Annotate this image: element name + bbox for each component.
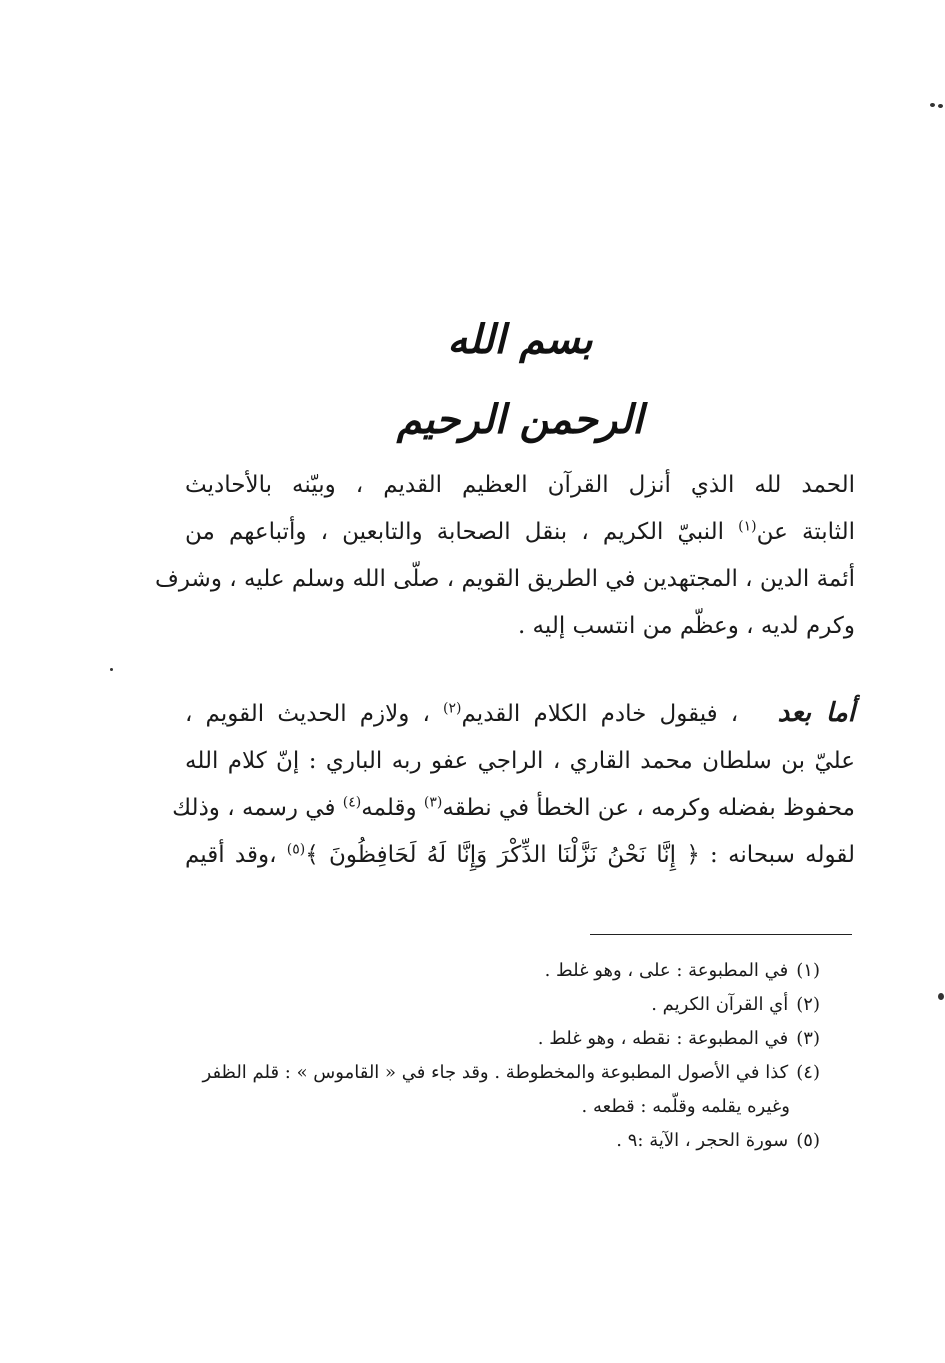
footnotes-list [185,954,820,1158]
text-fragment: وقلمه [361,795,417,821]
footnote-number: (٤) [796,1062,820,1083]
footnote-item [185,954,820,988]
scan-speck [110,668,113,671]
text-line [185,509,855,556]
footnote-text: كذا في الأصول المطبوعة والمخطوطة . وقد جاء في « القاموس » : قلم الظفر [202,1062,789,1083]
text-line: وكرم لديه ، وعظّم من انتسب إليه . [517,613,855,639]
footnote-ref[interactable]: (٢) [443,700,462,717]
text-line [172,785,855,832]
quran-verse: لقوله سبحانه : ﴿ إِنَّا نَحْنُ نَزَّلْنَا الذِّكْرَ وَإِنَّا لَهُ لَحَافِظُونَ ﴾ [305,842,856,868]
paragraph-main [172,690,856,879]
text-line [185,690,855,738]
scan-speck [930,103,935,107]
footnote-text: في المطبوعة : نقطه ، وهو غلط . [537,1028,789,1049]
footnote-continuation: وغيره يقلمه وقلّمه : قطعه . [581,1096,790,1117]
footnote-number: (٣) [796,1028,820,1049]
footnote-text: في المطبوعة : على ، وهو غلط . [544,960,789,981]
text-fragment: النبيّ الكريم ، بنقل الصحابة والتابعين ، وأتباعهم من [185,519,724,545]
text-fragment: ،وقد أقيم [185,842,277,868]
text-line: أئمة الدين ، المجتهدين في الطريق القويم ، صلّى الله وسلم عليه ، وشرف [155,566,855,592]
text-fragment: الثابتة عن [756,519,856,545]
text-line: عليّ بن سلطان محمد القاري ، الراجي عفو ربه الباري : إنّ كلام الله [185,748,855,774]
footnote-item [185,1124,820,1158]
footnote-ref[interactable]: (١) [738,518,757,535]
scan-speck [938,104,943,108]
text-fragment: محفوظ بفضله وكرمه ، عن الخطأ في نطقه [442,795,855,821]
footnote-text: سورة الحجر ، الآية :٩ . [616,1130,789,1151]
text-line [185,832,855,879]
text-fragment: في رسمه ، وذلك [172,795,336,821]
scan-speck [938,993,944,1000]
footnote-text: أي القرآن الكريم . [651,994,789,1015]
footnote-number: (٥) [796,1130,820,1151]
opening-phrase: أما بعد [777,698,855,728]
text-fragment: ، فيقول خادم الكلام القديم [461,701,739,727]
text-fragment: ، ولازم الحديث القويم ، [185,701,430,727]
footnote-item [185,988,820,1022]
footnote-ref[interactable]: (٥) [286,841,306,858]
footnote-item [185,1022,820,1056]
text-line: الحمد لله الذي أنزل القرآن العظيم القديم ، وبيّنه بالأحاديث [185,472,855,498]
footnote-separator [590,934,852,935]
basmala-calligraphy: بسم الله الرحمن الرحيم [396,316,644,443]
footnote-number: (١) [796,960,820,981]
footnote-number: (٢) [796,994,820,1015]
footnote-ref[interactable]: (٤) [342,794,362,811]
paragraph-introduction [155,462,856,650]
footnote-item [185,1056,820,1090]
footnote-ref[interactable]: (٣) [423,794,443,811]
